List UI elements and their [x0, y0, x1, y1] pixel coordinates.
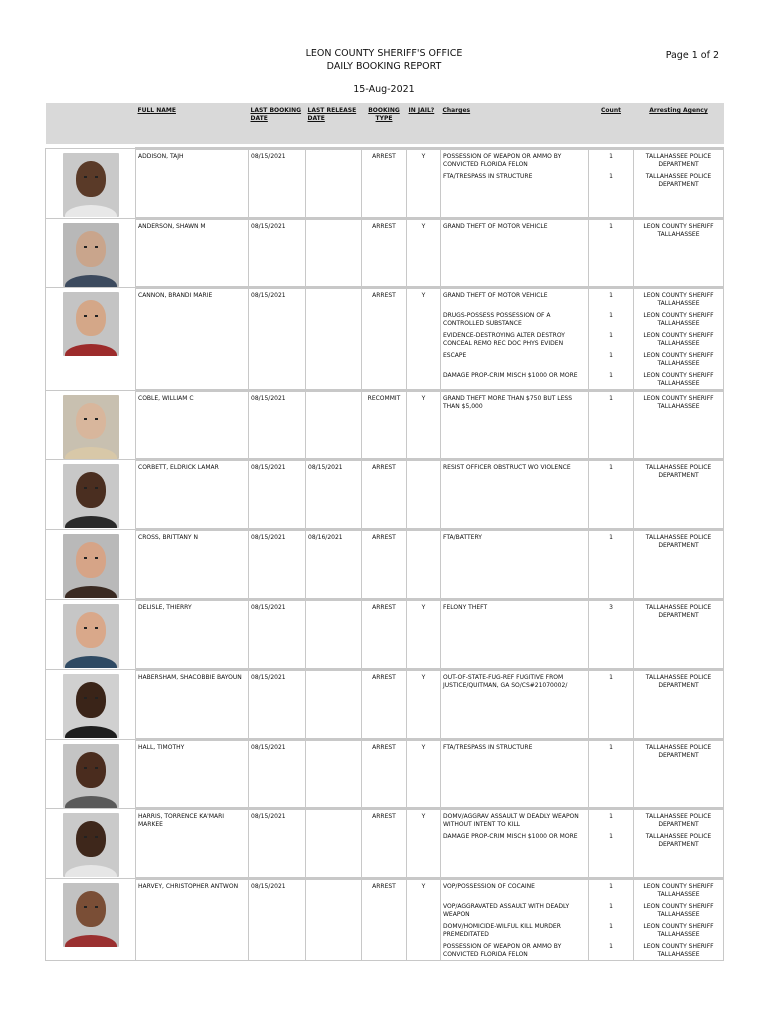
- charge-count: 1: [609, 332, 613, 339]
- charge-agency: LEON COUNTY SHERIFF TALLAHASSEE: [643, 312, 714, 327]
- report-header: [0, 48, 768, 97]
- photo-cell: [46, 530, 136, 600]
- charge-agency: LEON COUNTY SHERIFF TALLAHASSEE: [643, 883, 714, 898]
- table-row: [46, 460, 724, 530]
- charge-text: FTA/BATTERY: [443, 534, 482, 541]
- release-date-cell: [306, 670, 362, 740]
- booking-type-cell: ARREST: [362, 530, 407, 600]
- booking-table: [45, 103, 724, 961]
- booking-date-cell: 08/15/2021: [249, 670, 306, 740]
- mugshot-photo: [63, 744, 119, 808]
- charges-cell: [441, 670, 589, 740]
- office-name: LEON COUNTY SHERIFF'S OFFICE: [305, 48, 463, 59]
- report-title: DAILY BOOKING REPORT: [326, 60, 442, 72]
- in-jail-cell: [407, 530, 441, 600]
- charge-count: 1: [609, 464, 613, 471]
- charge-count: 3: [609, 604, 613, 611]
- booking-date-cell: 08/15/2021: [249, 600, 306, 670]
- mugshot-photo: [63, 464, 119, 528]
- mugshot-shoulders: [65, 656, 117, 668]
- count-cell: [589, 530, 634, 600]
- mugshot-shoulders: [65, 726, 117, 738]
- table-row: [46, 809, 724, 879]
- mugshot-head: [76, 891, 106, 927]
- agency-cell: [634, 670, 724, 740]
- booking-type-cell: ARREST: [362, 149, 407, 219]
- booking-date-cell: 08/15/2021: [249, 460, 306, 530]
- booking-type-cell: ARREST: [362, 809, 407, 879]
- charges-cell: [441, 530, 589, 600]
- full-name-cell: ADDISON, TAJH: [136, 149, 249, 219]
- col-count: Count: [589, 103, 634, 144]
- full-name-cell: COBLE, WILLIAM C: [136, 391, 249, 460]
- charge-agency: LEON COUNTY SHERIFF TALLAHASSEE: [643, 332, 714, 347]
- charge-agency: TALLAHASSEE POLICE DEPARTMENT: [645, 813, 712, 828]
- col-arresting-agency: Arresting Agency: [634, 103, 724, 144]
- mugshot-head: [76, 612, 106, 648]
- booking-type-cell: RECOMMIT: [362, 391, 407, 460]
- release-date-cell: [306, 879, 362, 961]
- charge-count: 1: [609, 372, 613, 379]
- release-date-cell: [306, 219, 362, 288]
- mugshot-head: [76, 821, 106, 857]
- charge-text: FTA/TRESPASS IN STRUCTURE: [443, 173, 533, 180]
- charge-count: 1: [609, 534, 613, 541]
- photo-cell: [46, 219, 136, 288]
- photo-cell: [46, 670, 136, 740]
- mugshot-shoulders: [65, 516, 117, 528]
- booking-type-cell: ARREST: [362, 219, 407, 288]
- full-name-cell: CROSS, BRITTANY N: [136, 530, 249, 600]
- booking-date-cell: 08/15/2021: [249, 879, 306, 961]
- charge-text: RESIST OFFICER OBSTRUCT WO VIOLENCE: [443, 464, 571, 471]
- page-number: Page 1 of 2: [665, 50, 719, 61]
- charge-text: EVIDENCE-DESTROYING ALTER DESTROY CONCEAL REMO REC DOC PHYS EVIDEN: [443, 332, 565, 347]
- charges-cell: [441, 600, 589, 670]
- agency-cell: [634, 600, 724, 670]
- mugshot-photo: [63, 223, 119, 287]
- charge-count: 1: [609, 395, 613, 402]
- charge-text: GRAND THEFT MORE THAN $750 BUT LESS THAN $5,000: [443, 395, 573, 410]
- charge-agency: LEON COUNTY SHERIFF TALLAHASSEE: [643, 372, 714, 387]
- booking-type-cell: ARREST: [362, 670, 407, 740]
- full-name-cell: HARRIS, TORRENCE KA'MARI MARKEE: [136, 809, 249, 879]
- agency-cell: [634, 460, 724, 530]
- col-full-name: FULL NAME: [136, 103, 249, 144]
- mugshot-photo: [63, 883, 119, 947]
- charge-agency: TALLAHASSEE POLICE DEPARTMENT: [645, 833, 712, 848]
- full-name-cell: CORBETT, ELDRICK LAMAR: [136, 460, 249, 530]
- release-date-cell: [306, 149, 362, 219]
- charge-text: FELONY THEFT: [443, 604, 488, 611]
- charge-text: OUT-OF-STATE-FUG-REF FUGITIVE FROM JUSTICE/QUITMAN, GA SO/CS#21070002/: [443, 674, 568, 689]
- charge-count: 1: [609, 943, 613, 950]
- table-row: [46, 219, 724, 288]
- col-photo: [46, 103, 136, 144]
- count-cell: [589, 288, 634, 391]
- charge-count: 1: [609, 903, 613, 910]
- charge-text: DOMV/AGGRAV ASSAULT W DEADLY WEAPON WITHOUT INTENT TO KILL: [443, 813, 579, 828]
- agency-cell: [634, 391, 724, 460]
- mugshot-shoulders: [65, 865, 117, 877]
- mugshot-photo: [63, 153, 119, 217]
- full-name-cell: DELISLE, THIERRY: [136, 600, 249, 670]
- mugshot-eyes: [84, 315, 98, 317]
- mugshot-photo: [63, 534, 119, 598]
- table-row: [46, 879, 724, 961]
- in-jail-cell: Y: [407, 670, 441, 740]
- charge-text: POSSESSION OF WEAPON OR AMMO BY CONVICTED FLORIDA FELON: [443, 943, 562, 958]
- mugshot-shoulders: [65, 935, 117, 947]
- col-booking-type: BOOKING TYPE: [362, 103, 407, 144]
- charge-text: GRAND THEFT OF MOTOR VEHICLE: [443, 292, 548, 299]
- in-jail-cell: [407, 460, 441, 530]
- charge-count: 1: [609, 292, 613, 299]
- mugshot-shoulders: [65, 275, 117, 287]
- charge-agency: TALLAHASSEE POLICE DEPARTMENT: [645, 604, 712, 619]
- count-cell: [589, 809, 634, 879]
- col-last-release-date: LAST RELEASE DATE: [306, 103, 362, 144]
- booking-date-cell: 08/15/2021: [249, 288, 306, 391]
- mugshot-head: [76, 231, 106, 267]
- charge-agency: TALLAHASSEE POLICE DEPARTMENT: [645, 173, 712, 188]
- mugshot-photo: [63, 292, 119, 356]
- charge-text: DRUGS-POSSESS POSSESSION OF A CONTROLLED SUBSTANCE: [443, 312, 551, 327]
- in-jail-cell: Y: [407, 391, 441, 460]
- charges-cell: [441, 149, 589, 219]
- booking-date-cell: 08/15/2021: [249, 530, 306, 600]
- charge-agency: TALLAHASSEE POLICE DEPARTMENT: [645, 744, 712, 759]
- charge-count: 1: [609, 833, 613, 840]
- photo-cell: [46, 391, 136, 460]
- photo-cell: [46, 740, 136, 809]
- photo-cell: [46, 809, 136, 879]
- charge-text: FTA/TRESPASS IN STRUCTURE: [443, 744, 533, 751]
- agency-cell: [634, 149, 724, 219]
- charge-count: 1: [609, 744, 613, 751]
- booking-type-cell: ARREST: [362, 288, 407, 391]
- agency-cell: [634, 879, 724, 961]
- count-cell: [589, 879, 634, 961]
- in-jail-cell: Y: [407, 219, 441, 288]
- mugshot-shoulders: [65, 205, 117, 217]
- mugshot-photo: [63, 395, 119, 459]
- agency-cell: [634, 809, 724, 879]
- in-jail-cell: Y: [407, 879, 441, 961]
- photo-cell: [46, 288, 136, 391]
- agency-cell: [634, 288, 724, 391]
- charge-count: 1: [609, 312, 613, 319]
- mugshot-eyes: [84, 418, 98, 420]
- mugshot-eyes: [84, 176, 98, 178]
- mugshot-shoulders: [65, 344, 117, 356]
- charge-text: ESCAPE: [443, 352, 467, 359]
- table-row: [46, 530, 724, 600]
- booking-type-cell: ARREST: [362, 460, 407, 530]
- charge-count: 1: [609, 923, 613, 930]
- charge-text: GRAND THEFT OF MOTOR VEHICLE: [443, 223, 548, 230]
- count-cell: [589, 740, 634, 809]
- mugshot-photo: [63, 674, 119, 738]
- agency-cell: [634, 219, 724, 288]
- booking-date-cell: 08/15/2021: [249, 149, 306, 219]
- release-date-cell: [306, 600, 362, 670]
- count-cell: [589, 391, 634, 460]
- col-charges: Charges: [441, 103, 589, 144]
- full-name-cell: HABERSHAM, SHACOBBIE BAYOUN: [136, 670, 249, 740]
- photo-cell: [46, 600, 136, 670]
- count-cell: [589, 219, 634, 288]
- release-date-cell: 08/15/2021: [306, 460, 362, 530]
- charges-cell: [441, 460, 589, 530]
- charge-count: 1: [609, 352, 613, 359]
- agency-cell: [634, 530, 724, 600]
- charge-agency: LEON COUNTY SHERIFF TALLAHASSEE: [643, 923, 714, 938]
- charges-cell: [441, 391, 589, 460]
- full-name-cell: CANNON, BRANDI MARIE: [136, 288, 249, 391]
- table-header-row: [46, 103, 724, 144]
- in-jail-cell: Y: [407, 149, 441, 219]
- release-date-cell: 08/16/2021: [306, 530, 362, 600]
- booking-type-cell: ARREST: [362, 600, 407, 670]
- charge-agency: LEON COUNTY SHERIFF TALLAHASSEE: [643, 943, 714, 958]
- mugshot-shoulders: [65, 796, 117, 808]
- mugshot-head: [76, 300, 106, 336]
- mugshot-eyes: [84, 627, 98, 629]
- table-row: [46, 391, 724, 460]
- col-last-booking-date: LAST BOOKING DATE: [249, 103, 306, 144]
- charge-text: VOP/POSSESSION OF COCAINE: [443, 883, 535, 890]
- count-cell: [589, 149, 634, 219]
- charge-agency: LEON COUNTY SHERIFF TALLAHASSEE: [643, 395, 714, 410]
- mugshot-head: [76, 752, 106, 788]
- charge-count: 1: [609, 223, 613, 230]
- full-name-cell: ANDERSON, SHAWN M: [136, 219, 249, 288]
- report-date: 15-Aug-2021: [353, 84, 415, 95]
- booking-date-cell: 08/15/2021: [249, 219, 306, 288]
- mugshot-eyes: [84, 697, 98, 699]
- mugshot-eyes: [84, 487, 98, 489]
- charge-agency: TALLAHASSEE POLICE DEPARTMENT: [645, 153, 712, 168]
- charge-count: 1: [609, 173, 613, 180]
- mugshot-eyes: [84, 906, 98, 908]
- charge-agency: LEON COUNTY SHERIFF TALLAHASSEE: [643, 352, 714, 367]
- charge-text: DAMAGE PROP-CRIM MISCH $1000 OR MORE: [443, 833, 578, 840]
- count-cell: [589, 670, 634, 740]
- mugshot-head: [76, 472, 106, 508]
- photo-cell: [46, 460, 136, 530]
- charge-agency: TALLAHASSEE POLICE DEPARTMENT: [645, 534, 712, 549]
- charge-agency: LEON COUNTY SHERIFF TALLAHASSEE: [643, 903, 714, 918]
- charge-agency: TALLAHASSEE POLICE DEPARTMENT: [645, 464, 712, 479]
- mugshot-head: [76, 403, 106, 439]
- mugshot-photo: [63, 604, 119, 668]
- mugshot-eyes: [84, 246, 98, 248]
- in-jail-cell: Y: [407, 740, 441, 809]
- in-jail-cell: Y: [407, 600, 441, 670]
- booking-date-cell: 08/15/2021: [249, 809, 306, 879]
- charge-text: POSSESSION OF WEAPON OR AMMO BY CONVICTED FLORIDA FELON: [443, 153, 562, 168]
- charges-cell: [441, 879, 589, 961]
- count-cell: [589, 460, 634, 530]
- charge-agency: TALLAHASSEE POLICE DEPARTMENT: [645, 674, 712, 689]
- mugshot-head: [76, 682, 106, 718]
- charges-cell: [441, 809, 589, 879]
- table-row: [46, 600, 724, 670]
- photo-cell: [46, 149, 136, 219]
- mugshot-eyes: [84, 767, 98, 769]
- release-date-cell: [306, 391, 362, 460]
- table-row: [46, 670, 724, 740]
- charge-text: DOMV/HOMICIDE-WILFUL KILL MURDER PREMEDITATED: [443, 923, 561, 938]
- mugshot-eyes: [84, 557, 98, 559]
- mugshot-eyes: [84, 836, 98, 838]
- charge-agency: LEON COUNTY SHERIFF TALLAHASSEE: [643, 292, 714, 307]
- charge-count: 1: [609, 153, 613, 160]
- photo-cell: [46, 879, 136, 961]
- mugshot-head: [76, 161, 106, 197]
- charges-cell: [441, 740, 589, 809]
- charge-agency: LEON COUNTY SHERIFF TALLAHASSEE: [643, 223, 714, 238]
- table-row: [46, 288, 724, 391]
- booking-date-cell: 08/15/2021: [249, 391, 306, 460]
- mugshot-shoulders: [65, 447, 117, 459]
- booking-date-cell: 08/15/2021: [249, 740, 306, 809]
- charge-count: 1: [609, 674, 613, 681]
- mugshot-head: [76, 542, 106, 578]
- booking-type-cell: ARREST: [362, 879, 407, 961]
- full-name-cell: HARVEY, CHRISTOPHER ANTWON: [136, 879, 249, 961]
- booking-type-cell: ARREST: [362, 740, 407, 809]
- in-jail-cell: Y: [407, 288, 441, 391]
- table-row: [46, 740, 724, 809]
- charge-text: DAMAGE PROP-CRIM MISCH $1000 OR MORE: [443, 372, 578, 379]
- mugshot-shoulders: [65, 586, 117, 598]
- charge-count: 1: [609, 883, 613, 890]
- charge-text: VOP/AGGRAVATED ASSAULT WITH DEADLY WEAPON: [443, 903, 570, 918]
- agency-cell: [634, 740, 724, 809]
- charges-cell: [441, 219, 589, 288]
- release-date-cell: [306, 809, 362, 879]
- col-in-jail: IN JAIL?: [407, 103, 441, 144]
- in-jail-cell: Y: [407, 809, 441, 879]
- count-cell: [589, 600, 634, 670]
- mugshot-photo: [63, 813, 119, 877]
- full-name-cell: HALL, TIMOTHY: [136, 740, 249, 809]
- charges-cell: [441, 288, 589, 391]
- release-date-cell: [306, 288, 362, 391]
- table-row: [46, 149, 724, 219]
- release-date-cell: [306, 740, 362, 809]
- charge-count: 1: [609, 813, 613, 820]
